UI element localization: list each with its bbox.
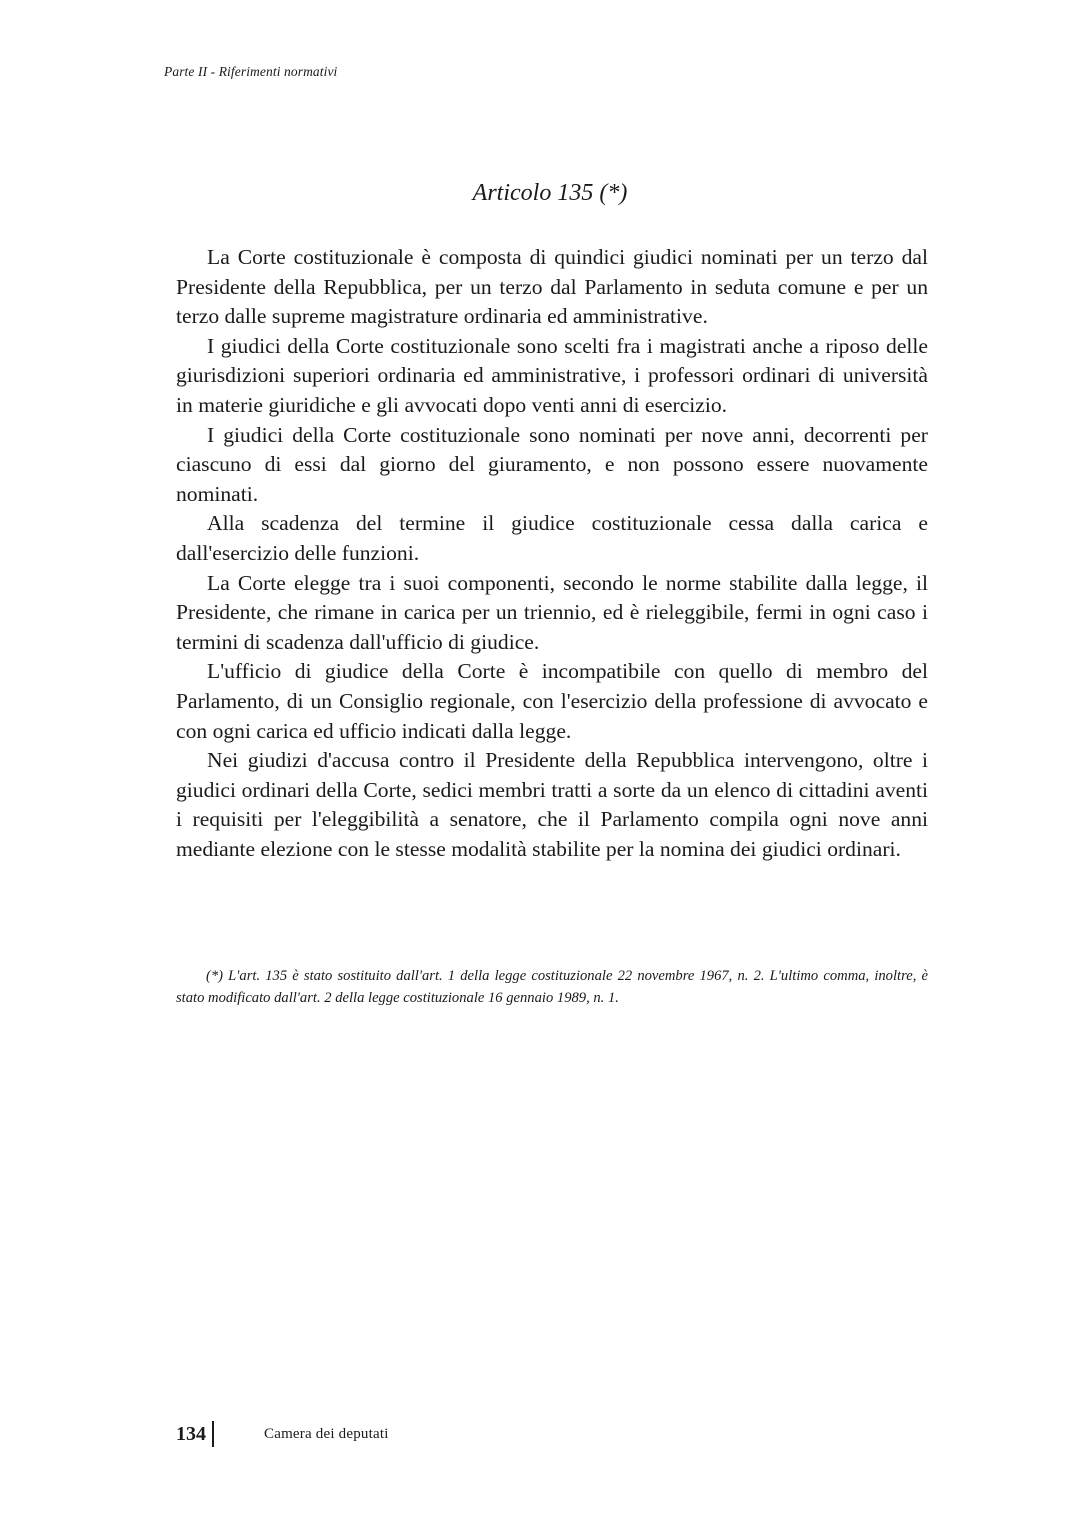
paragraph-7: Nei giudizi d'accusa contro il Presidente della Repubblica intervengono, oltre i giudici ordinari della Corte, sedici membri tratti a sorte da un elenco di cittadini aventi i requisiti per l'eleggibilità a senatore, che il Parlamento compila ogni nove anni mediante elezione con le stesse modalità stabilite per la nomina dei giudici ordinari. (176, 748, 928, 861)
paragraph-4: Alla scadenza del termine il giudice costituzionale cessa dalla carica e dall'esercizio delle funzioni. (176, 511, 928, 565)
paragraph-3: I giudici della Corte costituzionale sono nominati per nove anni, decorrenti per ciascuno di essi dal giorno del giuramento, e non possono essere nuovamente nominati. (176, 422, 928, 506)
footnote: (*) L'art. 135 è stato sostituito dall'art. 1 della legge costituzionale 22 novembre 1967, n. 2. L'ultimo comma, inoltre, è stato modificato dall'art. 2 della legge costituzionale 16 gennaio 1989, n. 1. (176, 968, 928, 1006)
paragraph-5: La Corte elegge tra i suoi componenti, secondo le norme stabilite dalla legge, il Presidente, che rimane in carica per un triennio, ed è rieleggibile, fermi in ogni caso i termini di scadenza dall'ufficio di giudice. (176, 570, 928, 654)
page-number: 134 (176, 1422, 206, 1445)
paragraph-1: La Corte costituzionale è composta di quindici giudici nominati per un terzo dal Presidente della Repubblica, per un terzo dal Parlamento in seduta comune e per un terzo dalle supreme magistrature ordinaria ed amministrative. (176, 245, 928, 329)
article-body (176, 243, 928, 864)
article-title: Articolo 135 (*) (472, 180, 628, 206)
page-footer (176, 1420, 389, 1448)
running-head: Parte II - Riferimenti normativi (164, 64, 338, 79)
paragraph-6: L'ufficio di giudice della Corte è incompatibile con quello di membro del Parlamento, di un Consiglio regionale, con l'esercizio della professione di avvocato e con ogni carica ed ufficio indicati dalla legge. (176, 659, 928, 743)
footer-label: Camera dei deputati (264, 1425, 389, 1442)
footer-divider (212, 1421, 214, 1447)
paragraph-2: I giudici della Corte costituzionale sono scelti fra i magistrati anche a riposo delle giurisdizioni superiori ordinaria ed amministrative, i professori ordinari di università in materie giuridiche e gli avvocati dopo venti anni di esercizio. (176, 333, 928, 417)
